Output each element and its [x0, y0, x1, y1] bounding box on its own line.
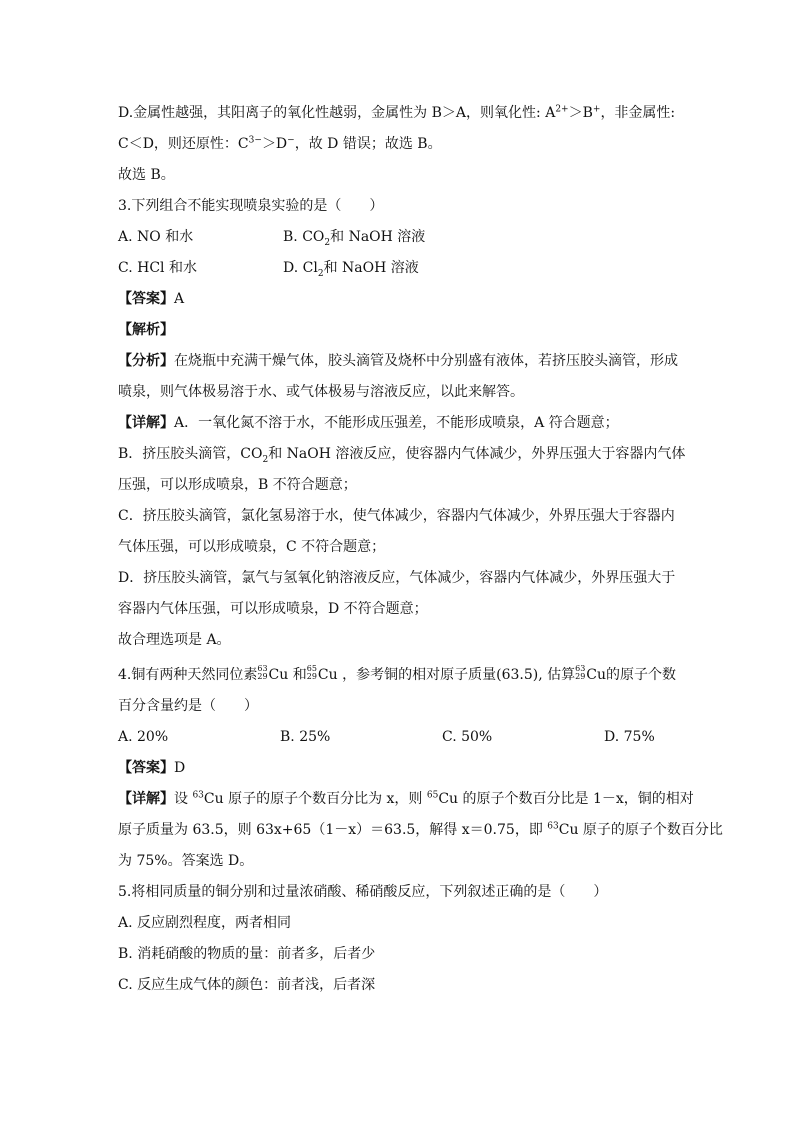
q3-fenxi-line-2: 喷泉，则气体极易溶于水、或气体极易与溶液反应，以此来解答。 [118, 384, 524, 400]
text: Cu 原子的原子个数百分比 [558, 822, 723, 838]
q3-detail-a [118, 408, 678, 439]
q3-option-d [283, 253, 419, 284]
q4-option-a: A. 20% [118, 729, 169, 745]
element-symbol: Cu [586, 667, 607, 683]
text: Cu 的原子个数百分比是 1－x，铜的相对 [438, 791, 694, 807]
q5-stem: 5.将相同质量的铜分别和过量浓硝酸、稀硝酸反应，下列叙述正确的是（ ） [118, 884, 608, 900]
fenxi-tag: 【分析】 [118, 353, 174, 369]
text: C＜D，则还原性：C [118, 136, 249, 152]
q3-detail-c-1: C．挤压胶头滴管，氯化氢易溶于水，使气体减少，容器内气体减少，外界压强大于容器内 [118, 508, 675, 524]
text: Cu 原子的原子个数百分比为 x，则 [203, 791, 427, 807]
q3-analysis-tag: 【解析】 [118, 322, 174, 338]
q3-detail-b-1 [118, 439, 686, 470]
q3-options-row-2 [118, 253, 678, 284]
q4-option-b: B. 25% [280, 729, 331, 745]
text: 设 [174, 791, 193, 807]
answer-tag: 【答案】 [118, 291, 174, 307]
element-symbol: Cu [268, 667, 289, 683]
text: 和 NaOH 溶液 [323, 260, 419, 276]
answer-value: A [174, 291, 185, 307]
q3-option-b [283, 222, 425, 253]
text: 和 [288, 667, 307, 683]
q4-option-c: C. 50% [442, 729, 493, 745]
superscript: 2+ [555, 104, 569, 115]
q4-answer [118, 753, 678, 784]
q3-answer [118, 284, 678, 315]
subscript: 2 [324, 237, 331, 248]
q3-conclusion: 故合理选项是 A。 [118, 632, 231, 648]
q3-options-row-1 [118, 222, 678, 253]
q5-option-c: C. 反应生成气体的颜色：前者浅，后者深 [118, 977, 376, 993]
detail-tag: 【详解】 [118, 415, 174, 431]
detail-tag: 【详解】 [118, 791, 174, 807]
q2-option-d-line-1 [118, 98, 678, 129]
q3-detail-d-2: 容器内气体压强，可以形成喷泉，D 不符合题意； [118, 601, 428, 617]
text: 在烧瓶中充满干燥气体，胶头滴管及烧杯中分别盛有液体，若挤压胶头滴管，形成 [174, 353, 678, 369]
text: D. Cl [283, 260, 318, 276]
q3-detail-c-2: 气体压强，可以形成喷泉，C 不符合题意； [118, 539, 386, 555]
text: B. CO [283, 229, 325, 245]
subscript: 2 [262, 454, 269, 465]
exam-page [118, 98, 723, 1001]
mass-number: 65 [306, 664, 317, 673]
atomic-number: 29 [575, 672, 586, 681]
text: ＞B [568, 105, 593, 121]
element-symbol: Cu [317, 667, 338, 683]
isotope-notation [575, 665, 585, 681]
q3-stem: 3.下列组合不能实现喷泉实验的是（ ） [118, 198, 384, 214]
superscript: + [592, 104, 601, 115]
q4-detail-3: 为 75%。答案选 D。 [118, 853, 254, 869]
q4-detail-2 [118, 815, 723, 846]
superscript: 63 [192, 790, 204, 801]
q4-option-d: D. 75% [604, 729, 655, 745]
text: ，参考铜的相对原子质量(63.5), 估算 [337, 667, 576, 683]
q3-fenxi-line-1 [118, 346, 678, 377]
answer-tag: 【答案】 [118, 760, 174, 776]
superscript: 63 [547, 821, 559, 832]
answer-value: D [174, 760, 186, 776]
q4-stem-line-2: 百分含量约是（ ） [118, 698, 258, 714]
isotope-notation [257, 665, 267, 681]
mass-number: 63 [575, 664, 586, 673]
q4-detail-1 [118, 784, 694, 815]
atomic-number: 29 [257, 672, 268, 681]
q4-options-row [118, 722, 678, 753]
q5-option-a: A. 反应剧烈程度，两者相同 [118, 915, 292, 931]
atomic-number: 29 [306, 672, 317, 681]
superscript: − [287, 135, 295, 146]
q4-stem-line-1 [118, 660, 678, 691]
text: 和 NaOH 溶液 [330, 229, 426, 245]
text: 的原子个数 [606, 667, 677, 683]
text: D.金属性越强，其阳离子的氧化性越弱，金属性为 B＞A，则氧化性: A [118, 105, 556, 121]
superscript: 65 [426, 790, 439, 801]
q3-detail-b-2: 压强，可以形成喷泉，B 不符合题意； [118, 477, 357, 493]
text: ，故 D 错误；故选 B。 [294, 136, 442, 152]
text: 和 NaOH 溶液反应，使容器内气体减少，外界压强大于容器内气体 [268, 446, 686, 462]
q3-option-a: A. NO 和水 [118, 229, 194, 245]
text: 4.铜有两种天然同位素 [118, 667, 258, 683]
text: B．挤压胶头滴管，CO [118, 446, 263, 462]
superscript: 3− [248, 135, 262, 146]
q3-detail-d-1: D．挤压胶头滴管，氯气与氢氧化钠溶液反应，气体减少，容器内气体减少，外界压强大于 [118, 570, 676, 586]
text: 原子质量为 63.5，则 63x+65（1－x）＝63.5，解得 x＝0.75，即 [118, 822, 548, 838]
subscript: 2 [317, 268, 324, 279]
q5-option-b: B. 消耗硝酸的物质的量：前者多，后者少 [118, 946, 376, 962]
isotope-notation [307, 665, 317, 681]
mass-number: 63 [257, 664, 268, 673]
q3-option-c: C. HCl 和水 [118, 260, 197, 276]
text: A．一氧化氮不溶于水，不能形成压强差，不能形成喷泉，A 符合题意； [174, 415, 619, 431]
text: ＞D [261, 136, 288, 152]
text: ，非金属性: [600, 105, 676, 121]
q2-option-d-line-2 [118, 129, 678, 160]
q2-conclusion: 故选 B。 [118, 167, 175, 183]
